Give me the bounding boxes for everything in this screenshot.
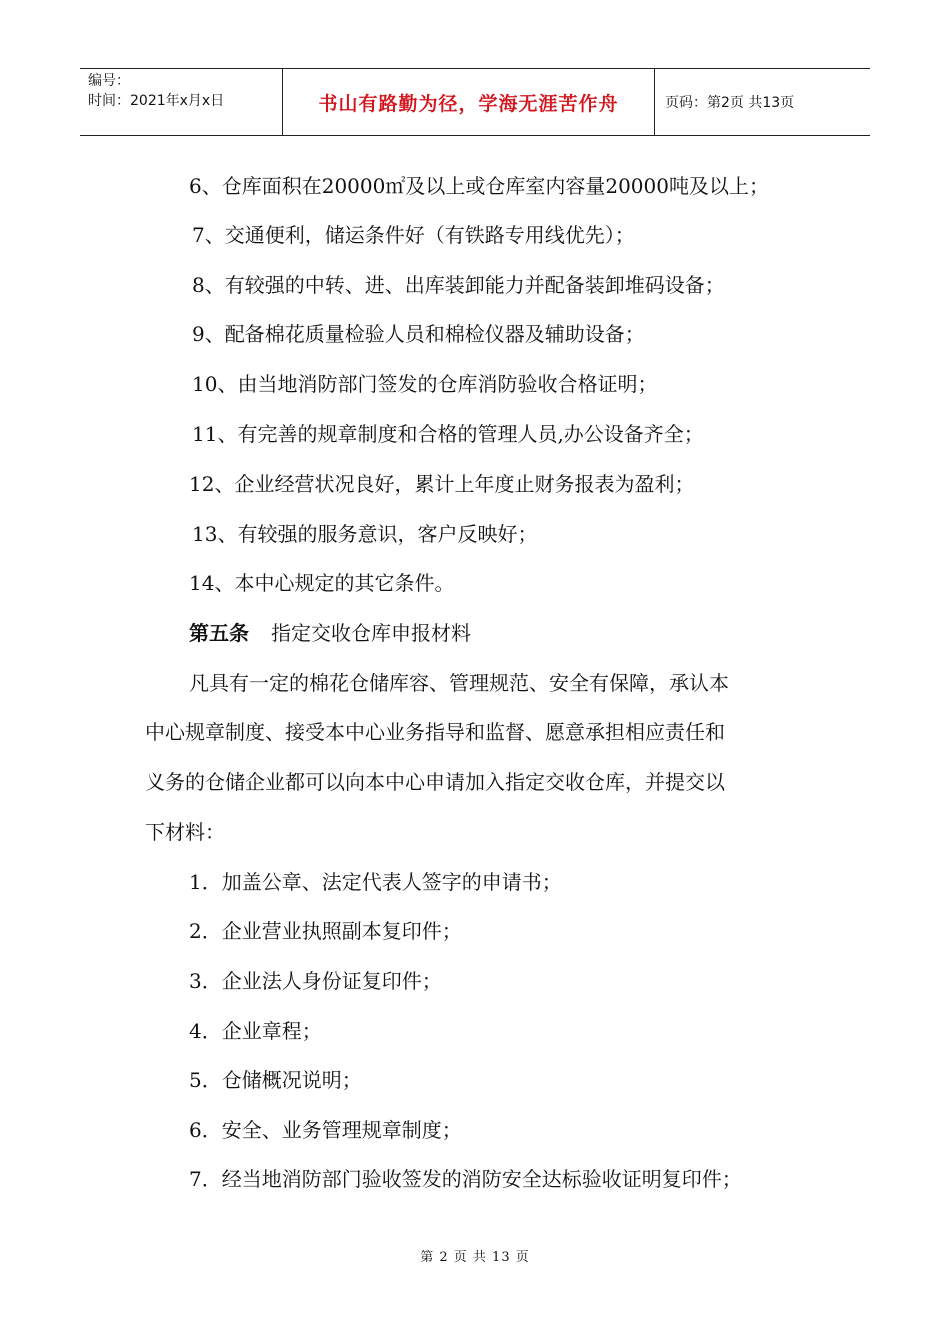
document-time: 时间：2021年x月x日 xyxy=(88,93,225,109)
paragraph-line: 下材料： xyxy=(145,820,225,844)
material-item: 2．企业营业执照副本复印件； xyxy=(189,919,462,943)
list-item: 12、企业经营状况良好，累计上年度止财务报表为盈利； xyxy=(189,472,695,496)
header-page-info: 页码：第2页 共13页 xyxy=(665,95,795,111)
list-item: 13、有较强的服务意识，客户反映好； xyxy=(192,522,538,546)
document-number-label: 编号： xyxy=(88,73,130,89)
article-title: 指定交收仓库申报材料 xyxy=(271,621,471,645)
list-item: 8、有较强的中转、进、出库装卸能力并配备装卸堆码设备； xyxy=(192,273,725,297)
material-item: 3．企业法人身份证复印件； xyxy=(189,969,442,993)
list-item: 9、配备棉花质量检验人员和棉检仪器及辅助设备； xyxy=(192,322,645,346)
page-footer: 第 2 页 共 13 页 xyxy=(420,1250,530,1265)
material-item: 5．仓储概况说明； xyxy=(189,1068,362,1092)
paragraph-line: 中心规章制度、接受本中心业务指导和监督、愿意承担相应责任和 xyxy=(145,720,725,744)
list-item: 6、仓库面积在20000㎡及以上或仓库室内容量20000吨及以上； xyxy=(189,174,769,198)
list-item: 14、本中心规定的其它条件。 xyxy=(189,571,455,595)
header-meta xyxy=(80,69,283,135)
header-motto: 书山有路勤为径，学海无涯苦作舟 xyxy=(283,69,655,135)
paragraph-line: 凡具有一定的棉花仓储库容、管理规范、安全有保障，承认本 xyxy=(189,671,729,695)
article-heading xyxy=(189,620,471,646)
material-item: 7．经当地消防部门验收签发的消防安全达标验收证明复印件； xyxy=(189,1167,742,1191)
paragraph-line: 义务的仓储企业都可以向本中心申请加入指定交收仓库，并提交以 xyxy=(145,770,725,794)
list-item: 11、有完善的规章制度和合格的管理人员,办公设备齐全； xyxy=(192,422,704,446)
page-header xyxy=(80,68,870,136)
list-item: 10、由当地消防部门签发的仓库消防验收合格证明； xyxy=(192,372,658,396)
material-item: 4．企业章程； xyxy=(189,1019,322,1043)
list-item: 7、交通便利，储运条件好（有铁路专用线优先）； xyxy=(192,223,635,247)
material-item: 6．安全、业务管理规章制度； xyxy=(189,1118,462,1142)
material-item: 1．加盖公章、法定代表人签字的申请书； xyxy=(189,870,562,894)
article-number: 第五条 xyxy=(189,621,249,645)
